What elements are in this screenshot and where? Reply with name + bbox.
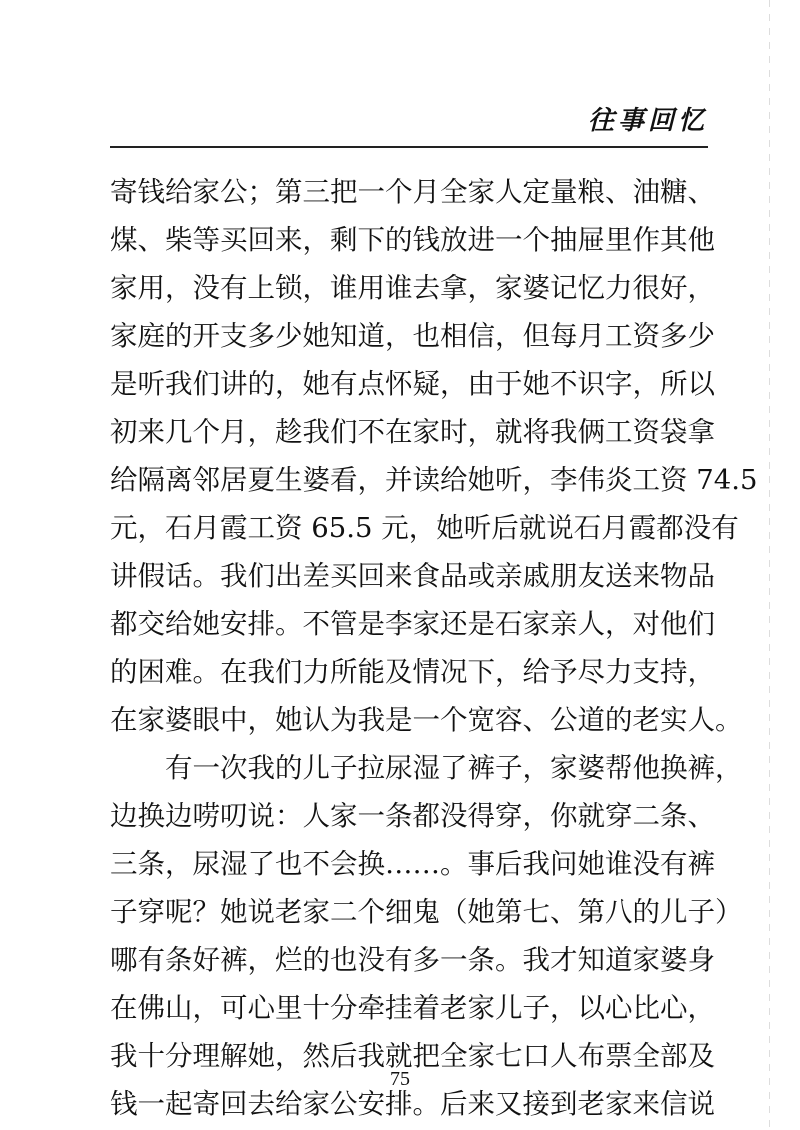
margin-guide [769, 0, 770, 1130]
body-text [110, 168, 758, 1128]
text-line: 初来几个月，趁我们不在家时，就将我俩工资袋拿 [110, 416, 715, 448]
text-line: 寄钱给家公；第三把一个月全家人定量粮、油糖、 [110, 176, 715, 208]
text-line: 给隔离邻居夏生婆看，并读给她听，李伟炎工资 74.5 [110, 464, 758, 496]
text-line: 哪有条好裤，烂的也没有多一条。我才知道家婆身 [110, 944, 715, 976]
text-line: 都交给她安排。不管是李家还是石家亲人，对他们 [110, 608, 715, 640]
text-line: 家用，没有上锁，谁用谁去拿，家婆记忆力很好， [110, 272, 715, 304]
text-line: 讲假话。我们出差买回来食品或亲戚朋友送来物品 [110, 560, 715, 592]
page-number: 75 [390, 1068, 410, 1090]
text-line: 子穿呢？她说老家二个细鬼（她第七、第八的儿子） [110, 896, 743, 928]
text-line: 我十分理解她，然后我就把全家七口人布票全部及 [110, 1040, 715, 1072]
text-line: 元，石月霞工资 65.5 元，她听后就说石月霞都没有 [110, 512, 739, 544]
running-header: 往事回忆 [587, 106, 708, 136]
text-line: 煤、柴等买回来，剩下的钱放进一个抽屉里作其他 [110, 224, 715, 256]
text-line: 家庭的开支多少她知道，也相信，但每月工资多少 [110, 320, 715, 352]
header-rule [110, 146, 708, 148]
text-line: 的困难。在我们力所能及情况下，给予尽力支持， [110, 656, 715, 688]
text-line: 有一次我的儿子拉尿湿了裤子，家婆帮他换裤， [165, 752, 743, 784]
text-line: 边换边唠叨说：人家一条都没得穿，你就穿二条、 [110, 800, 715, 832]
text-line: 在佛山，可心里十分牵挂着老家儿子，以心比心， [110, 992, 715, 1024]
text-line: 在家婆眼中，她认为我是一个宽容、公道的老实人。 [110, 704, 743, 736]
text-line: 钱一起寄回去给家公安排。后来又接到老家来信说 [110, 1088, 715, 1120]
text-line: 是听我们讲的，她有点怀疑，由于她不识字，所以 [110, 368, 715, 400]
text-line: 三条，尿湿了也不会换……。事后我问她谁没有裤 [110, 848, 715, 880]
